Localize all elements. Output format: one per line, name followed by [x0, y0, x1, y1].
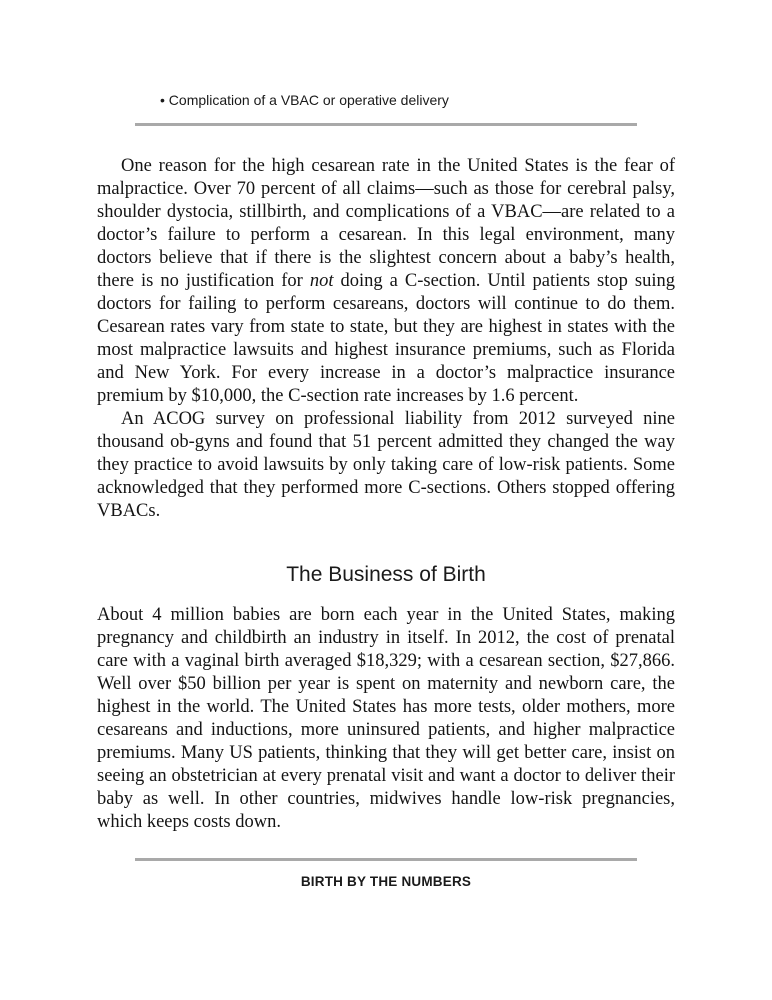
box-bottom-divider	[135, 123, 637, 126]
section-heading: The Business of Birth	[286, 563, 486, 586]
sidebar-box-title: BIRTH BY THE NUMBERS	[300, 874, 472, 889]
box-bullet-item: • Complication of a VBAC or operative delivery	[160, 92, 449, 108]
paragraph-text: One reason for the high cesarean rate in the United States is the fear of malpractice. Over 70 percent of all claims—such as those for cerebral palsy, shoulder dystocia, stillbirth, and complications of a VBAC—are related to a doctor’s failure to perform a cesarean. In this legal environment, many doctors believe that if there is the slightest concern about a baby’s health, there is no justification for	[97, 156, 675, 291]
section-business-of-birth	[97, 604, 675, 834]
paragraph-text: doing a C-section. Until patients stop suing doctors for failing to perform cesareans, doctors will continue to do them. Cesarean rates vary from state to state, but they are highest in states with the most malpractice lawsuits and highest insurance premiums, such as Florida and New York. For every increase in a doctor’s malpractice insurance premium by $10,000, the C-section rate increases by 1.6 percent.	[97, 271, 675, 406]
section-malpractice	[97, 155, 675, 523]
body-paragraph-malpractice	[97, 155, 675, 408]
box-top-divider	[135, 858, 637, 861]
emphasis-text: not	[309, 271, 334, 291]
body-paragraph-acog-survey: An ACOG survey on professional liability from 2012 surveyed nine thousand ob-gyns and found that 51 percent admitted they changed the way they practice to avoid lawsuits by only taking care of low-risk patients. Some acknowledged that they performed more C-sections. Others stopped offering VBACs.	[97, 409, 675, 521]
body-paragraph-business: About 4 million babies are born each year in the United States, making pregnancy and childbirth an industry in itself. In 2012, the cost of prenatal care with a vaginal birth averaged $18,329; with a cesarean section, $27,866. Well over $50 billion per year is spent on maternity and newborn care, the highest in the world. The United States has more tests, older mothers, more cesareans and inductions, more uninsured patients, and higher malpractice premiums. Many US patients, thinking that they will get better care, insist on seeing an obstetrician at every prenatal visit and want a doctor to deliver their baby as well. In other countries, midwives handle low-risk pregnancies, which keeps costs down.	[97, 605, 675, 832]
